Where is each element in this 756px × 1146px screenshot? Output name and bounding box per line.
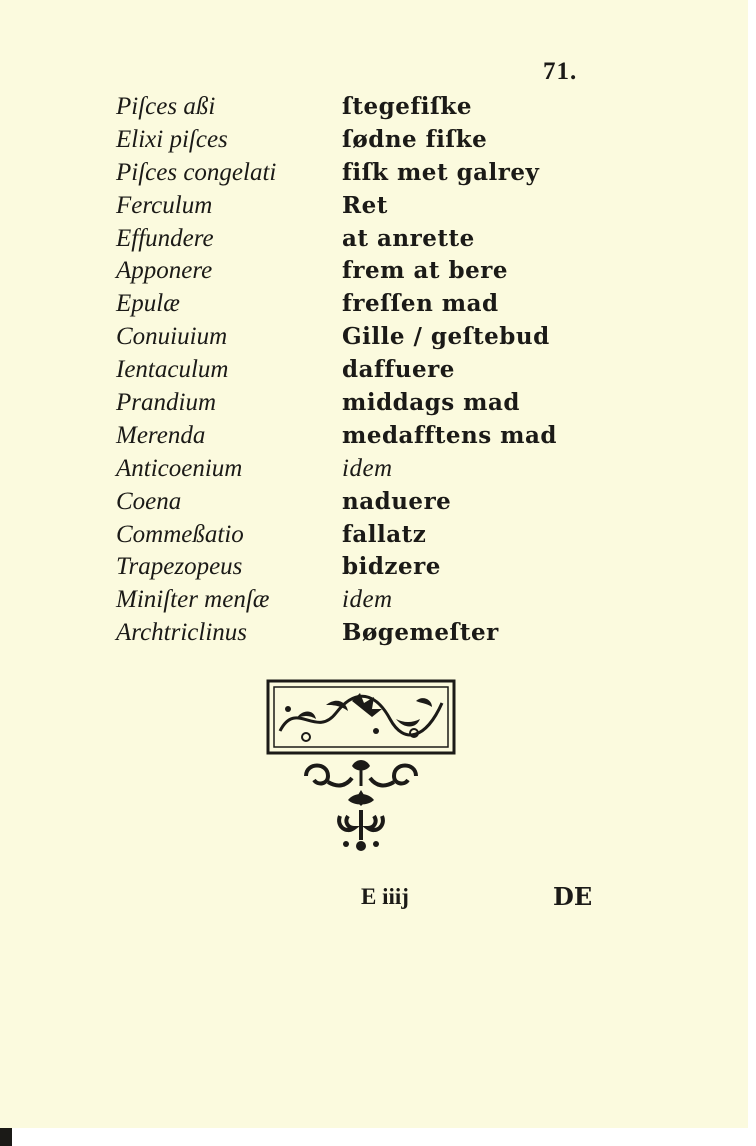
fleuron-cul-de-lampe-icon	[296, 756, 426, 861]
latin-term: Ferculum	[116, 191, 213, 219]
danish-translation: at anrette	[342, 224, 475, 252]
latin-term: Archtriclinus	[116, 619, 248, 647]
latin-term: Apponere	[116, 257, 213, 285]
glossary-row	[116, 191, 536, 224]
glossary-row	[116, 585, 536, 618]
latin-term: Epulæ	[116, 290, 180, 318]
foliage-border-icon	[266, 679, 456, 760]
latin-term: Merenda	[116, 421, 206, 449]
glossary-row	[116, 322, 550, 355]
glossary-row	[116, 520, 536, 553]
latin-term: Trapezopeus	[116, 553, 243, 581]
scan-edge-mark	[0, 1128, 12, 1146]
glossary-row	[116, 487, 536, 520]
danish-translation: middags mad	[342, 389, 520, 417]
danish-translation: daffuere	[342, 356, 455, 384]
folio-number: 71.	[543, 58, 578, 85]
danish-translation: freſſen mad	[342, 290, 499, 318]
danish-translation: idem	[342, 586, 393, 614]
danish-translation: fiſk met galrey	[342, 158, 540, 186]
danish-translation: idem	[342, 454, 393, 482]
glossary-row	[116, 125, 536, 158]
glossary-row	[116, 224, 536, 257]
latin-term: Anticoenium	[116, 454, 243, 482]
latin-term: Commeßatio	[116, 520, 244, 548]
latin-term: Piſces aßi	[116, 93, 216, 120]
glossary-list	[116, 92, 557, 651]
danish-translation: Ret	[342, 191, 388, 219]
latin-term: Ientaculum	[116, 356, 229, 384]
glossary-row	[116, 92, 536, 125]
glossary-row	[116, 552, 536, 585]
glossary-row	[116, 454, 536, 487]
danish-translation: ſødne fiſke	[342, 125, 488, 153]
latin-term: Piſces congelati	[116, 158, 277, 186]
glossary-row	[116, 355, 536, 388]
danish-translation: ſtegefiſke	[342, 93, 472, 120]
glossary-row	[116, 289, 536, 322]
glossary-row	[116, 421, 557, 454]
latin-term: Conuiuium	[116, 323, 228, 351]
glossary-row	[116, 256, 536, 289]
scan-margin-bottom	[0, 1128, 756, 1146]
latin-term: Elixi piſces	[116, 125, 228, 153]
catchword: DE	[553, 882, 593, 911]
glossary-row	[116, 158, 540, 191]
danish-translation: Gille / geſtebud	[342, 323, 550, 351]
danish-translation: medafftens mad	[342, 421, 557, 449]
danish-translation: bidzere	[342, 553, 441, 581]
glossary-row	[116, 388, 536, 421]
scan-margin-right	[748, 0, 756, 1146]
signature-mark: E iiij	[361, 884, 409, 909]
latin-term: Prandium	[116, 389, 216, 417]
danish-translation: Bøgemeſter	[342, 619, 499, 647]
latin-term: Effundere	[116, 224, 214, 252]
danish-translation: frem at bere	[342, 257, 508, 285]
danish-translation: naduere	[342, 487, 452, 515]
latin-term: Coena	[116, 487, 182, 515]
latin-term: Miniſter menſæ	[116, 586, 270, 614]
glossary-row	[116, 618, 536, 651]
danish-translation: fallatz	[342, 520, 427, 548]
